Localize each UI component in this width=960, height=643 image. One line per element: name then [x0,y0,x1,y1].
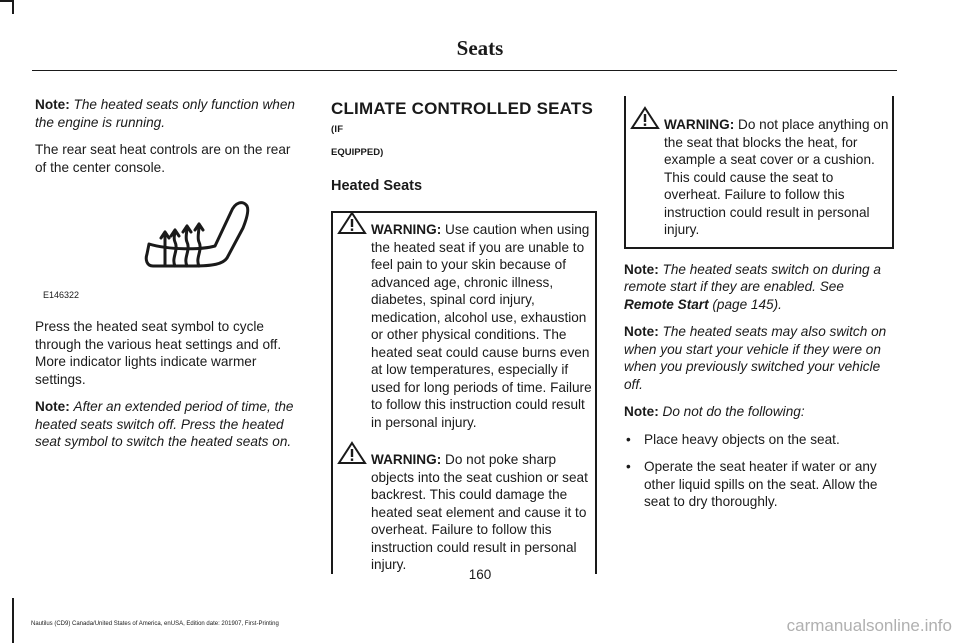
note-label: Note: [35,97,70,112]
do-not-list [624,431,894,511]
warning-label: WARNING: [371,452,442,467]
note-label: Note: [624,404,659,419]
section-title-equipped: EQUIPPED) [331,147,384,158]
note-do-not [624,403,894,421]
warning-triangle-icon [630,106,660,130]
section-title-if: (IF [331,123,344,135]
edition-footer: Nautilus (CD9) Canada/United States of America, enUSA, Edition date: 201907, First-Printing [31,621,279,627]
warning-label: WARNING: [664,117,735,132]
left-column [35,96,303,461]
note-text: Do not do the following: [662,404,805,419]
press-symbol-paragraph: Press the heated seat symbol to cycle through the various heat settings and off. More indicator lights indicate warmer settings. [35,319,282,387]
page-title: Seats [456,36,504,60]
heated-seat-icon [143,192,261,274]
warning-text: Do not poke sharp objects into the seat cushion or seat backrest. This could damage the heated seat element and cause it to overheat. Failure to follow this instruction could result in personal injury. [371,452,588,572]
warning-text: Use caution when using the heated seat if you are unable to feel pain to your skin because of advanced age, chronic illness, diabetes, spinal cord injury, medication, alcohol use, exhaustion or other physical conditions. The heated seat could cause burns even at low temperatures, especially if used for long periods of time. Failure to follow this instruction could result in personal injury. [371,222,592,430]
note-label: Note: [35,399,70,414]
list-item: • Place heavy objects on the seat. [624,431,894,449]
note-text: The heated seats switch on during a remote start if they are enabled. See [624,261,881,294]
warning-triangle-icon [337,211,367,235]
section-title-main: CLIMATE CONTROLLED SEATS [331,99,593,118]
section-title [331,100,597,138]
warning-2 [335,451,593,574]
watermark: carmanualsonline.info [786,616,952,635]
rear-controls-paragraph: The rear seat heat controls are on the rear of the center console. [35,142,291,175]
note-text: The heated seats may also switch on when you start your vehicle if they were on when you previously switched your vehicle off. [624,324,887,392]
middle-column [331,96,597,586]
note-text: The heated seats only function when the engine is running. [35,97,295,130]
heated-seats-heading: Heated Seats [331,177,423,194]
remote-start-link[interactable]: Remote Start [624,296,709,312]
figure-id: E146322 [43,289,80,300]
warning-1 [335,221,593,431]
warning-text: Do not place anything on the seat that blocks the heat, for example a seat cover or a cushion. This could cause the seat to overheat. Failure to follow this instruction could result in personal injury. [664,117,889,237]
note-remote-start [624,261,894,314]
right-column [624,96,894,521]
header-divider [32,70,897,71]
warning-label: WARNING: [371,222,442,237]
note-start-vehicle [624,323,894,393]
note-extended-period [35,398,303,451]
page-reference: (page 145). [712,296,782,312]
warning-box-heated-seats [331,211,597,574]
note-text: After an extended period of time, the heated seats switch off. Press the heated seat symbol to switch the heated seats on. [35,399,294,449]
heated-seat-figure [35,186,303,304]
list-item: • Operate the seat heater if water or any other liquid spills on the seat. Allow the seat to dry thoroughly. [624,458,894,511]
warning-triangle-icon [337,441,367,465]
crop-mark-bottom-left [12,598,14,643]
note-label: Note: [624,261,659,277]
page-number: 160 [468,567,492,582]
warning-3 [628,104,890,239]
note-label: Note: [624,324,659,339]
crop-mark-top-left-v [12,0,14,14]
warning-box-blocking-heat [624,96,894,249]
note-heated-only-engine [35,96,303,131]
